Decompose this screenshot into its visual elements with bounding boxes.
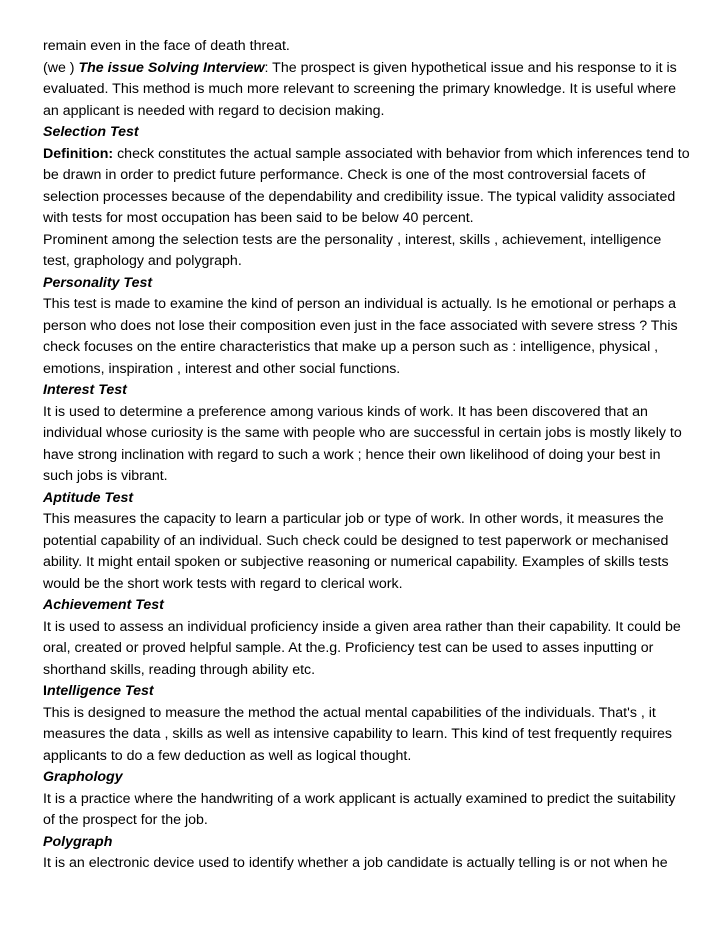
graphology-heading: Graphology (43, 769, 123, 785)
intelligence-test-paragraph: This is designed to measure the method the actual mental capabilities of the individuals. That's , it measures the data , skills as well as intensive capability to learn. This kind of test frequently requires applicants to do a few deduction as well as logical thought. (43, 704, 673, 764)
achievement-test-heading: Achievement Test (43, 597, 164, 613)
intro-line: remain even in the face of death threat. (43, 38, 290, 54)
intelligence-heading-rest: ntelligence Test (46, 683, 154, 699)
interview-item (43, 58, 691, 123)
definition-paragraph (43, 144, 691, 230)
item-text: : The prospect is given hypothetical issue and his response to it is evaluated. This method is much more relevant to screening the primary knowledge. It is useful where an applicant is needed with regard to decision making. (43, 59, 677, 119)
interest-test-paragraph: It is used to determine a preference among various kinds of work. It has been discovered that an individual whose curiosity is the same with people who are successful in certain jobs is mostly likely to have strong inclination with regard to such a work ; hence their own likelihood of doing your best in such jobs is vibrant. (43, 403, 682, 484)
definition-text: check constitutes the actual sample associated with behavior from which inferences tend to be drawn in order to predict future performance. Check is one of the most controversial facets of selection processes because of the dependability and credibility issue. The typical validity associated with tests for most occupation has been said to be below 40 percent. (43, 145, 690, 226)
aptitude-test-heading: Aptitude Test (43, 489, 134, 506)
selection-test-heading: Selection Test (43, 124, 139, 140)
achievement-test-paragraph: It is used to assess an individual proficiency inside a given area rather than their capability. It could be oral, created or proved helpful sample. At the.g. Proficiency test can be used to asses inputting or shorthand skills, reading through ability etc. (43, 618, 681, 678)
intelligence-heading-initial: I (43, 683, 47, 699)
aptitude-test-paragraph: This measures the capacity to learn a particular job or type of work. In other words, it measures the potential capability of an individual. Such check could be designed to test paperwork or mechanised ability. It might entail spoken or subjective reasoning or numerical capability. Examples of skills tests would be the short work tests with regard to clerical work. (43, 511, 669, 592)
interest-test-heading: Interest Test (43, 382, 127, 398)
definition-label: Definition: (43, 145, 114, 162)
prominent-paragraph: Prominent among the selection tests are the personality , interest, skills , achievement, intelligence test, graphology and polygraph. (43, 231, 662, 269)
item-title: The issue Solving Interview (78, 59, 265, 76)
graphology-paragraph: It is a practice where the handwriting of a work applicant is actually examined to predict the suitability of the prospect for the job. (43, 790, 676, 828)
intelligence-test-heading (43, 681, 691, 703)
polygraph-paragraph: It is an electronic device used to identify whether a job candidate is actually telling is or not when he (43, 855, 668, 871)
personality-test-paragraph: This test is made to examine the kind of person an individual is actually. Is he emotional or perhaps a person who does not lose their composition even just in the face associated with severe stress ? This check focuses on the entire characteristics that make up a person such as : intelligence, physical , emotions, inspiration , interest and other social functions. (43, 296, 678, 377)
polygraph-heading: Polygraph (43, 833, 113, 850)
personality-test-heading: Personality Test (43, 274, 153, 291)
item-prefix: (we ) (43, 59, 79, 76)
document-page (43, 36, 691, 875)
